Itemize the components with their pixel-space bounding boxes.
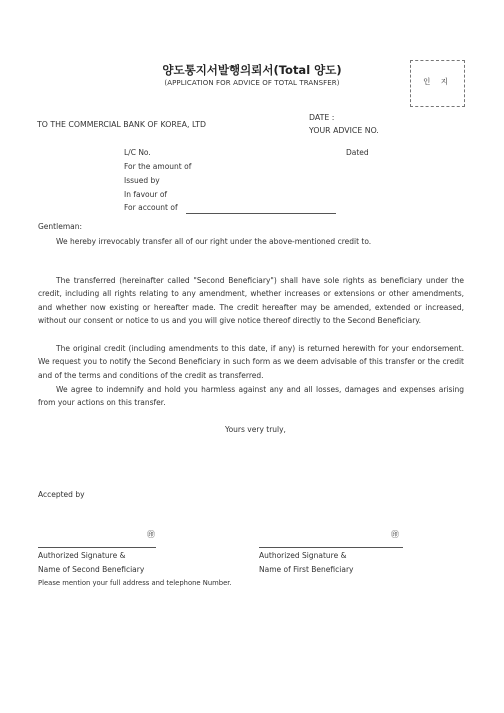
revenue-stamp-box [410,60,465,107]
closing: Yours very truly, [225,425,286,434]
second-beneficiary-signature-label: Authorized Signature & [38,551,126,560]
accepted-by-label: Accepted by [38,490,85,499]
lc-dated-label: Dated [346,148,369,157]
for-account-of-label: For account of [124,203,178,212]
lc-no-label: L/C No. [124,148,151,157]
advice-no-label: YOUR ADVICE NO. [309,126,379,135]
paragraph-indemnity: We agree to indemnify and hold you harmless against any and all losses, damages and expenses arising from your actions on this transfer. [38,385,464,408]
address-note: Please mention your full address and telephone Number. [38,579,232,587]
account-underline [186,213,336,214]
form-title: 양도통지서발행의뢰서(Total 양도) [162,63,342,77]
paragraph-original-credit: The original credit (including amendments to this date, if any) is returned herewith for your endorsement. We request you to notify the Second Beneficiary in such form as we deem advisable of this transfer or the credit and of the terms and conditions of the credit as transferred. [38,344,464,380]
first-beneficiary-signature-label: Authorized Signature & [259,551,347,560]
amount-label: For the amount of [124,162,192,171]
signature-line-right [259,547,403,548]
first-beneficiary-name-label: Name of First Beneficiary [259,565,354,574]
addressee: TO THE COMMERCIAL BANK OF KOREA, LTD [37,120,206,129]
paragraph-transfer: We hereby irrevocably transfer all of our right under the above-mentioned credit to. [56,237,372,246]
issued-by-label: Issued by [124,176,160,185]
in-favour-of-label: In favour of [124,190,168,199]
seal-mark-right: ㊞ [391,530,399,539]
second-beneficiary-name-label: Name of Second Beneficiary [38,565,145,574]
stamp-label: 인 지 [423,77,452,86]
seal-mark-left: ㊞ [147,530,155,539]
signature-line-left [38,547,156,548]
date-label: DATE : [309,113,335,122]
form-subtitle: (APPLICATION FOR ADVICE OF TOTAL TRANSFER) [164,79,340,87]
salutation: Gentleman: [38,222,83,231]
paragraph-rights: The transferred (hereinafter called "Second Beneficiary") shall have sole rights as beneficiary under the credit, including all rights relating to any amendment, whether increases or extensions or other amendments, and whether now existing or hereafter made. The credit hereafter may be amended, extended or increased, without our consent or notice to us and you will give notice thereof directly to the Second Beneficiary. [38,276,464,326]
